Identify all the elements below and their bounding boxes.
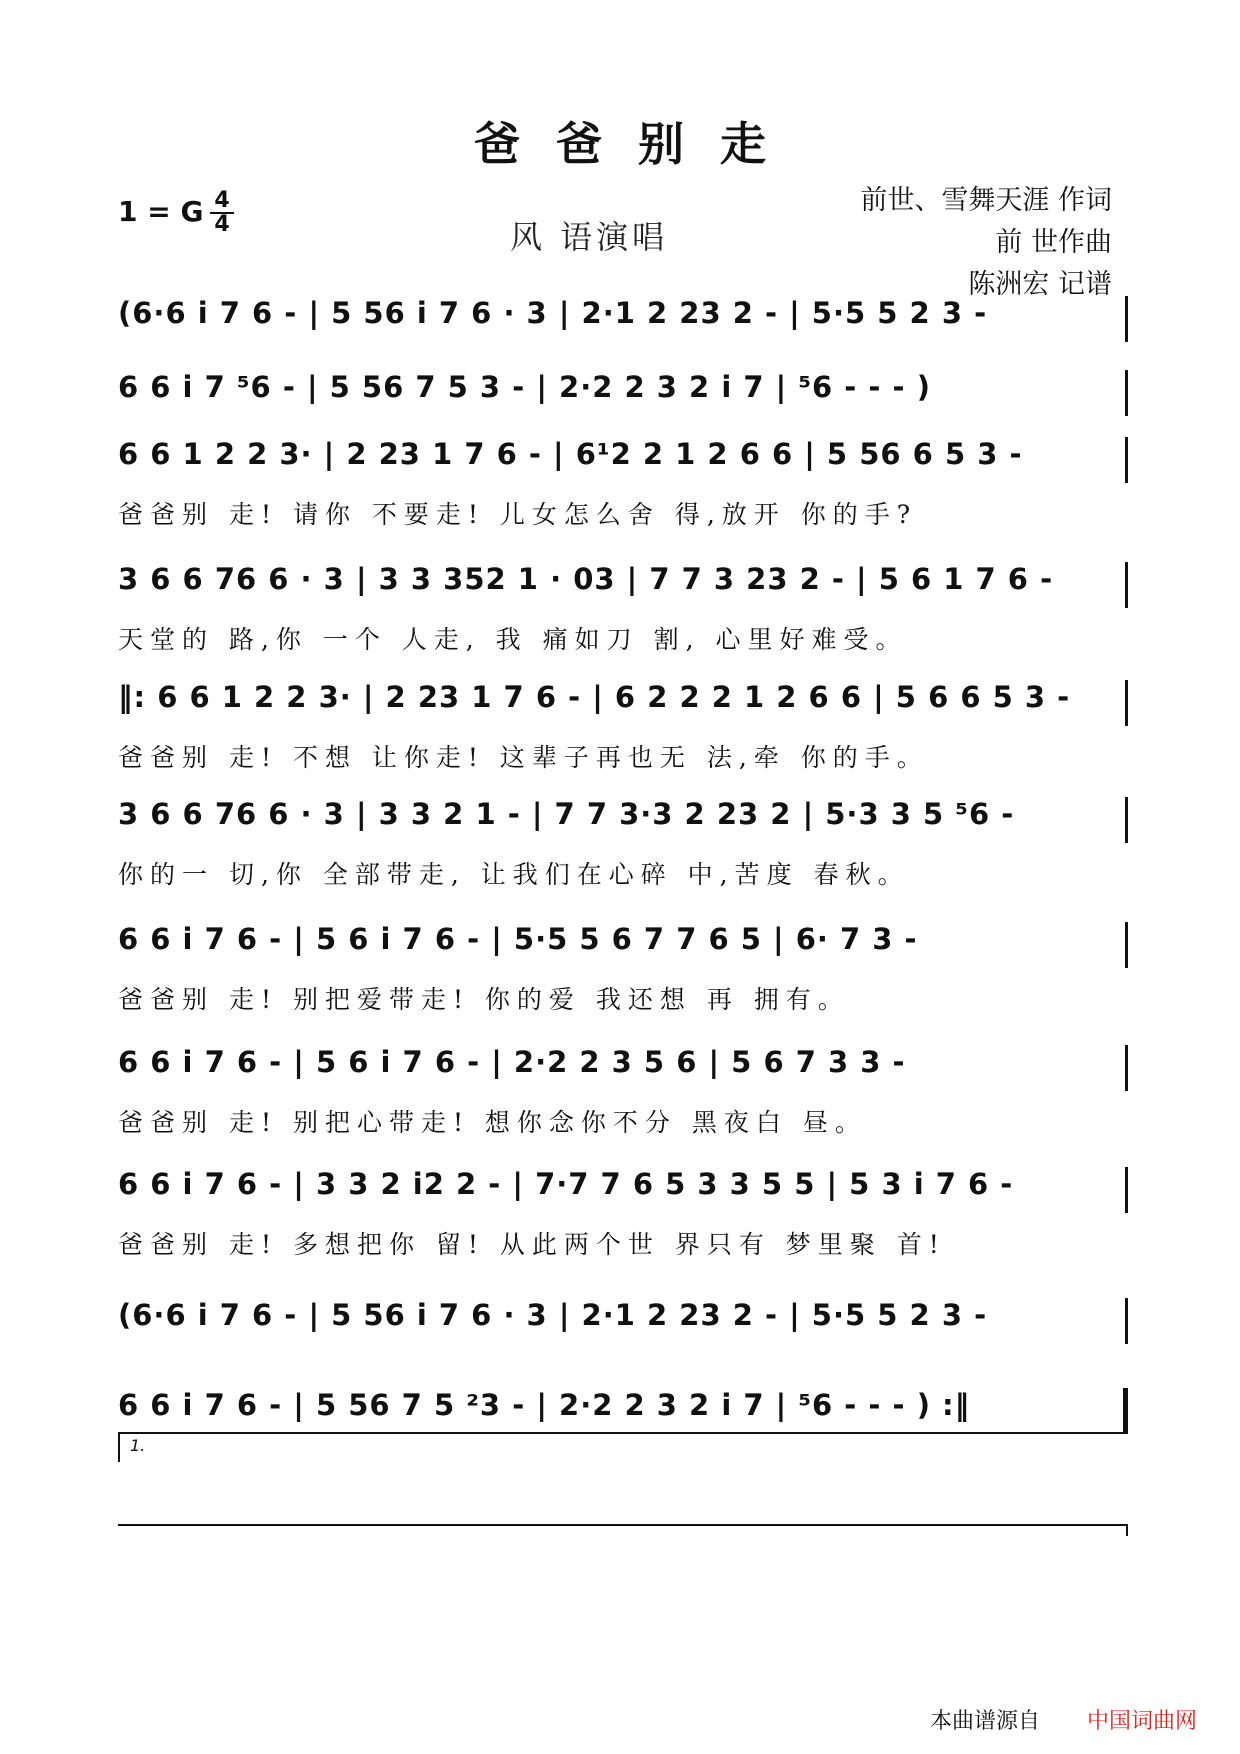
notation-line: 6 6 i 7 6 - | 5 6 i 7 6 - | 5·5 5 6 7 7 6 5 | 6· 7 3 - xyxy=(118,922,918,956)
lyric-line: 爸爸别 走! 请你 不要走! 儿女怎么舍 得,放开 你的手? xyxy=(118,500,918,529)
transcriber-credit: 陈洲宏 记谱 xyxy=(968,269,1112,300)
barline xyxy=(1125,922,1128,968)
barline xyxy=(1125,562,1128,608)
lyric-line: 天堂的 路,你 一个 人走, 我 痛如刀 割, 心里好难受。 xyxy=(118,625,908,654)
time-signature xyxy=(210,190,234,236)
lyricist-credit: 前世、雪舞天涯 作词 xyxy=(860,185,1112,216)
first-ending-bracket-end xyxy=(118,1524,1128,1536)
notation-line: 6 6 i 7 6 - | 5 56 7 5 ²3 - | 2·2 2 3 2 i 7 | ⁵6 - - - ) :‖ xyxy=(118,1388,971,1422)
barline xyxy=(1125,296,1128,342)
notation-line: (6·6 i 7 6 - | 5 56 i 7 6 · 3 | 2·1 2 23 2 - | 5·5 5 2 3 - xyxy=(118,1298,988,1332)
barline xyxy=(1125,370,1128,416)
site-name-link[interactable]: 中国词曲网 xyxy=(1087,1709,1198,1734)
barline xyxy=(1125,797,1128,843)
composer-credit: 前 世作曲 xyxy=(995,227,1112,258)
key-signature: 1 = G xyxy=(118,195,204,228)
volta-label: 1. xyxy=(130,1436,146,1455)
barline xyxy=(1125,1298,1128,1344)
notation-line: 6 6 i 7 ⁵6 - | 5 56 7 5 3 - | 2·2 2 3 2 i 7 | ⁵6 - - - ) xyxy=(118,370,931,404)
source-text: 本曲谱源自 xyxy=(930,1709,1041,1734)
notation-line: 6 6 1 2 2 3· | 2 23 1 7 6 - | 6¹2 2 1 2 6 6 | 5 56 6 5 3 - xyxy=(118,437,1023,471)
lyric-line: 你的一 切,你 全部带走, 让我们在心碎 中,苦度 春秋。 xyxy=(118,860,910,889)
barline xyxy=(1125,1045,1128,1091)
lyric-line: 爸爸别 走! 别把爱带走! 你的爱 我还想 再 拥有。 xyxy=(118,985,850,1014)
time-sig-top: 4 xyxy=(210,190,234,214)
barline xyxy=(1125,1167,1128,1213)
notation-line: 3 6 6 76 6 · 3 | 3 3 2 1 - | 7 7 3·3 2 23 2 | 5·3 3 5 ⁵6 - xyxy=(118,797,1015,831)
barline xyxy=(1125,437,1128,483)
lyric-line: 爸爸别 走! 多想把你 留! 从此两个世 界只有 梦里聚 首! xyxy=(118,1230,946,1259)
notation-line: (6·6 i 7 6 - | 5 56 i 7 6 · 3 | 2·1 2 23 2 - | 5·5 5 2 3 - xyxy=(118,296,988,330)
source-footer xyxy=(930,1704,1197,1735)
final-repeat-barline xyxy=(1123,1388,1128,1434)
barline xyxy=(1125,680,1128,726)
credits-block xyxy=(860,180,1112,306)
time-sig-bottom: 4 xyxy=(214,212,230,237)
notation-line: ‖: 6 6 1 2 2 3· | 2 23 1 7 6 - | 6 2 2 2 1 2 6 6 | 5 6 6 5 3 - xyxy=(118,680,1071,714)
song-title: 爸爸别走 xyxy=(474,117,802,171)
lyric-line: 爸爸别 走! 别把心带走! 想你念你不分 黑夜白 昼。 xyxy=(118,1108,867,1137)
notation-line: 6 6 i 7 6 - | 3 3 2 i2 2 - | 7·7 7 6 5 3 3 5 5 | 5 3 i 7 6 - xyxy=(118,1167,1014,1201)
lyric-line: 爸爸别 走! 不想 让你走! 这辈子再也无 法,牵 你的手。 xyxy=(118,743,929,772)
notation-line: 3 6 6 76 6 · 3 | 3 3 352 1 · 03 | 7 7 3 23 2 - | 5 6 1 7 6 - xyxy=(118,562,1054,596)
singer-credit: 风 语演唱 xyxy=(510,218,669,256)
notation-line: 6 6 i 7 6 - | 5 6 i 7 6 - | 2·2 2 3 5 6 | 5 6 7 3 3 - xyxy=(118,1045,906,1079)
